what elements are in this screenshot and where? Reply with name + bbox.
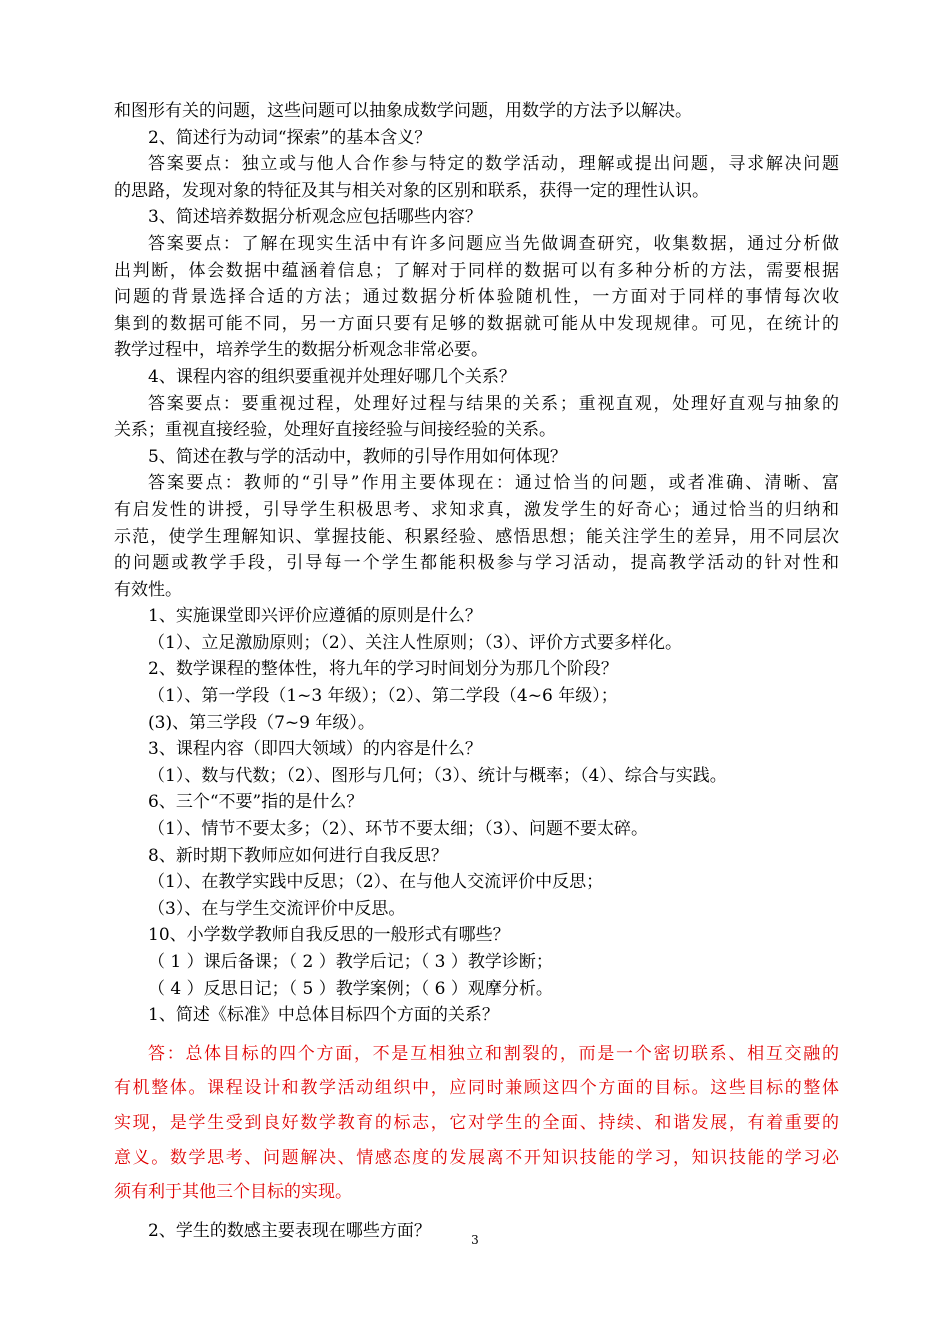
text-line: （1）、情节不要太多；（2）、环节不要太细；（3）、问题不要太碎。 [148,819,648,840]
text-line: （1）、在教学实践中反思；（2）、在与他人交流评价中反思； [148,872,604,893]
text-line: 有效性。 [114,579,182,600]
answer-line: 有机整体。课程设计和教学活动组织中，应同时兼顾这四个方面的目标。这些目标的整体 [114,1078,839,1099]
body-text [114,98,839,1029]
text-line: 教学过程中，培养学生的数据分析观念非常必要。 [114,340,488,361]
answer-line: 须有利于其他三个目标的实现。 [114,1182,352,1203]
text-line: (3)、第三学段（7~9 年级）。 [148,712,375,733]
text-line: （1）、立足激励原则；（2）、关注人性原则；（3）、评价方式要多样化。 [148,632,682,653]
text-line: 出判断，体会数据中蕴涵着信息；了解对于同样的数据可以有多种分析的方法，需要根据 [114,260,839,281]
text-line: （1）、数与代数；（2）、图形与几何；（3）、统计与概率；（4）、综合与实践。 [148,765,727,786]
text-line: 1、实施课堂即兴评价应遵循的原则是什么？ [148,606,482,627]
text-line: 答案要点：教师的“引导”作用主要体现在：通过恰当的问题，或者准确、清晰、富 [148,473,839,494]
answer-red-text [114,1037,839,1210]
text-line: （3）、在与学生交流评价中反思。 [148,898,406,919]
text-line: 有启发性的讲授，引导学生积极思考、求知求真，激发学生的好奇心；通过恰当的归纳和 [114,499,839,520]
text-line: 10、小学数学教师自我反思的一般形式有哪些？ [148,925,510,946]
text-line: 示范，使学生理解知识、掌握技能、积累经验、感悟思想；能关注学生的差异，用不同层次 [114,526,839,547]
text-line: 答案要点：独立或与他人合作参与特定的数学活动，理解或提出问题，寻求解决问题 [148,154,839,175]
text-line: 3、课程内容（即四大领域）的内容是什么？ [148,739,482,760]
text-line: （ 1 ）课后备课；（ 2 ）教学后记；（ 3 ）教学诊断； [148,952,553,972]
text-line: （ 4 ）反思日记；（ 5 ）教学案例；（ 6 ）观摩分析。 [148,978,553,999]
text-line: （1）、第一学段（1~3 年级）；（2）、第二学段（4~6 年级）； [148,686,618,707]
text-line: 1、简述《标准》中总体目标四个方面的关系？ [148,1005,499,1026]
last-question: 2、学生的数感主要表现在哪些方面？ [148,1220,431,1241]
text-line: 8、新时期下教师应如何进行自我反思？ [148,845,448,866]
text-line: 的思路，发现对象的特征及其与相关对象的区别和联系，获得一定的理性认识。 [114,180,709,201]
text-line: 6、三个“不要”指的是什么？ [148,792,364,813]
text-line: 答案要点：了解在现实生活中有许多问题应当先做调查研究，收集数据，通过分析做 [148,233,839,254]
text-line: 的问题或教学手段，引导每一个学生都能积极参与学习活动，提高教学活动的针对性和 [114,553,839,574]
text-line: 4、课程内容的组织要重视并处理好哪几个关系？ [148,366,516,387]
text-line: 问题的背景选择合适的方法；通过数据分析体验随机性，一方面对于同样的事情每次收 [114,287,839,308]
text-line: 关系；重视直接经验，处理好直接经验与间接经验的关系。 [114,420,556,441]
text-line: 集到的数据可能不同，另一方面只要有足够的数据就可能从中发现规律。可见，在统计的 [114,313,839,334]
text-line: 3、简述培养数据分析观念应包括哪些内容？ [148,207,482,228]
answer-line: 实现，是学生受到良好数学教育的标志，它对学生的全面、持续、和谐发展，有着重要的 [114,1112,839,1133]
text-line: 2、简述行为动词“探索”的基本含义？ [148,127,432,148]
text-line: 和图形有关的问题，这些问题可以抽象成数学问题，用数学的方法予以解决。 [114,101,692,121]
text-line: 答案要点：要重视过程，处理好过程与结果的关系；重视直观，处理好直观与抽象的 [148,393,839,414]
text-line: 5、简述在教与学的活动中，教师的引导作用如何体现？ [148,446,567,467]
text-line: 2、数学课程的整体性，将九年的学习时间划分为那几个阶段？ [148,659,618,680]
answer-line: 答：总体目标的四个方面，不是互相独立和割裂的，而是一个密切联系、相互交融的 [148,1043,839,1064]
page-content [114,98,839,1244]
answer-line: 意义。数学思考、问题解决、情感态度的发展离不开知识技能的学习，知识技能的学习必 [114,1147,839,1168]
page-number: 3 [471,1233,479,1247]
